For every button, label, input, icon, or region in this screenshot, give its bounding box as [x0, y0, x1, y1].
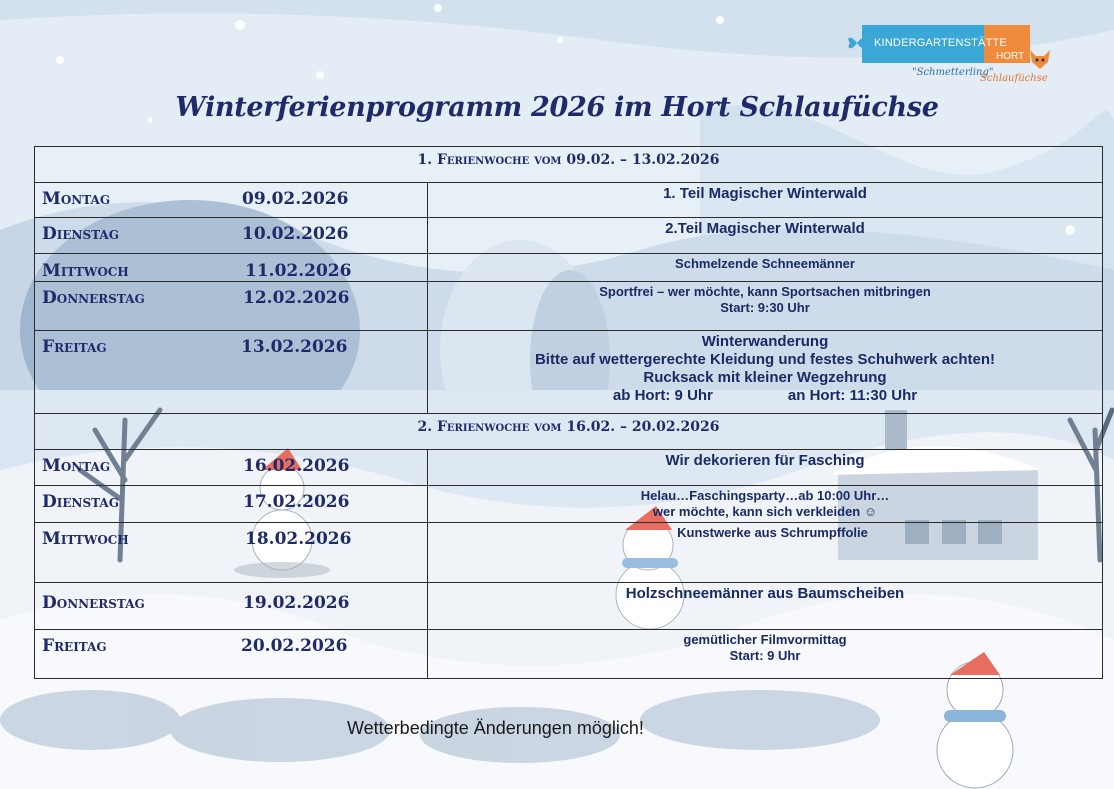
day-date: 17.02.2026 [243, 492, 350, 512]
activity-line: Holzschneemänner aus Baumscheiben [625, 585, 905, 602]
day-name: Dienstag [42, 492, 119, 512]
activity-line: Bitte auf wettergerechte Kleidung und festes Schuhwerk achten! [534, 351, 996, 368]
day-name: Mittwoch [42, 529, 129, 549]
day-name: Dienstag [42, 224, 119, 244]
week-heading-row [35, 414, 1103, 450]
activity-line: Kunstwerke aus Schrumpffolie [677, 525, 868, 540]
logo-hort-subtitle: Schlaufüchse [980, 73, 1048, 84]
day-date: 16.02.2026 [243, 456, 350, 476]
logo-kita-subtitle: "Schmetterling" [912, 67, 994, 78]
table-row [35, 183, 1103, 218]
activity-line: Schmelzende Schneemänner [675, 256, 855, 271]
table-row [35, 254, 1103, 282]
activity-line: 2.Teil Magischer Winterwald [665, 220, 865, 237]
day-date: 20.02.2026 [241, 636, 348, 656]
activity-line: Helau…Faschingsparty…ab 10:00 Uhr… [640, 488, 890, 503]
activity-line: gemütlicher Filmvormittag [683, 632, 847, 647]
day-date: 18.02.2026 [245, 529, 352, 549]
day-cell [35, 282, 428, 331]
day-name: Montag [42, 189, 111, 209]
table-row [35, 523, 1103, 583]
day-cell [35, 254, 428, 282]
activity-cell [428, 254, 1103, 282]
activity-line: Winterwanderung [701, 333, 829, 350]
activity-cell [428, 630, 1103, 679]
week-heading: 1. Ferienwoche vom 09.02. – 13.02.2026 [35, 147, 1103, 183]
table-row [35, 486, 1103, 523]
table-row [35, 331, 1103, 414]
day-name: Freitag [42, 636, 107, 656]
activity-cell [428, 331, 1103, 414]
activity-cell [428, 523, 1103, 583]
day-date: 19.02.2026 [243, 593, 350, 613]
activity-cell [428, 218, 1103, 254]
day-date: 11.02.2026 [245, 261, 352, 281]
day-name: Donnerstag [42, 288, 145, 308]
activity-line: 1. Teil Magischer Winterwald [663, 185, 867, 202]
table-row [35, 218, 1103, 254]
day-cell [35, 218, 428, 254]
logo-kita-text: KINDERGARTENSTÄTTE [874, 37, 1007, 49]
day-cell [35, 331, 428, 414]
day-name: Donnerstag [42, 593, 145, 613]
day-cell [35, 486, 428, 523]
day-date: 09.02.2026 [242, 189, 349, 209]
page-title: Winterferienprogramm 2026 im Hort Schlaufüchse [175, 92, 939, 123]
day-cell [35, 630, 428, 679]
schedule-table [34, 146, 1103, 679]
day-name: Montag [42, 456, 111, 476]
activity-line: Sportfrei – wer möchte, kann Sportsachen mitbringen [599, 284, 931, 299]
activity-cell [428, 183, 1103, 218]
week-heading: 2. Ferienwoche vom 16.02. – 20.02.2026 [35, 414, 1103, 450]
day-date: 10.02.2026 [242, 224, 349, 244]
activity-line: wer möchte, kann sich verkleiden ☺ [652, 504, 878, 519]
table-row [35, 450, 1103, 486]
fox-icon [1028, 48, 1052, 70]
activity-line: Start: 9:30 Uhr [720, 300, 810, 315]
activity-cell [428, 450, 1103, 486]
table-row [35, 583, 1103, 630]
footer-note: Wetterbedingte Änderungen möglich! [347, 718, 644, 738]
activity-line: Start: 9 Uhr [729, 648, 801, 663]
day-date: 13.02.2026 [241, 337, 348, 357]
activity-cell [428, 583, 1103, 630]
kita-hort-logo [846, 22, 1056, 84]
table-row [35, 282, 1103, 331]
table-row [35, 630, 1103, 679]
logo-hort-text: HORT [996, 51, 1025, 62]
day-date: 12.02.2026 [243, 288, 350, 308]
day-cell [35, 450, 428, 486]
activity-line: Wir dekorieren für Fasching [665, 452, 865, 469]
activity-line: ab Hort: 9 Uhr an Hort: 11:30 Uhr [612, 387, 918, 404]
day-cell [35, 583, 428, 630]
activity-line: Rucksack mit kleiner Wegzehrung [643, 369, 887, 386]
activity-cell [428, 486, 1103, 523]
day-name: Freitag [42, 337, 107, 357]
day-cell [35, 523, 428, 583]
week-heading-row [35, 147, 1103, 183]
day-name: Mittwoch [42, 261, 129, 281]
day-cell [35, 183, 428, 218]
activity-cell [428, 282, 1103, 331]
